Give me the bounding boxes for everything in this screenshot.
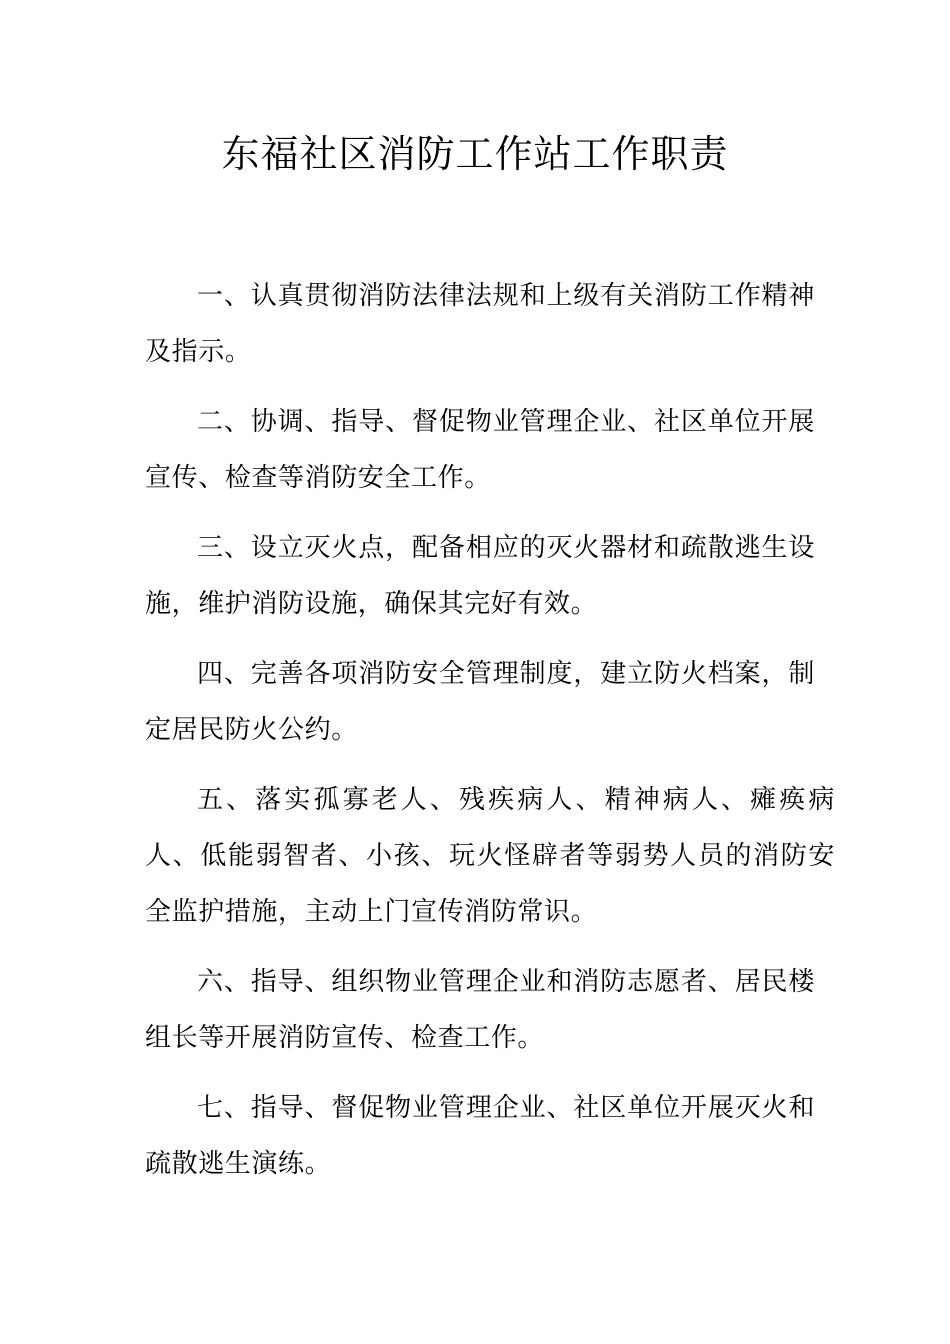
duty-paragraph-7: 七、指导、督促物业管理企业、社区单位开展灭火和疏散逃生演练。 <box>145 1093 815 1179</box>
document-title: 东福社区消防工作站工作职责 <box>221 132 729 176</box>
duty-paragraph-5: 五、落实孤寡老人、残疾病人、精神病人、瘫痪病人、低能弱智者、小孩、玩火怪辟者等弱势人员的消防安全监护措施，主动上门宣传消防常识。 <box>145 785 835 927</box>
duty-paragraph-3: 三、设立灭火点，配备相应的灭火器材和疏散逃生设施，维护消防设施，确保其完好有效。 <box>145 533 815 619</box>
duty-paragraph-6: 六、指导、组织物业管理企业和消防志愿者、居民楼组长等开展消防宣传、检查工作。 <box>145 967 815 1053</box>
document-body <box>145 268 835 1206</box>
duty-paragraph-4: 四、完善各项消防安全管理制度，建立防火档案，制定居民防火公约。 <box>145 659 815 745</box>
duty-paragraph-1: 一、认真贯彻消防法律法规和上级有关消防工作精神及指示。 <box>145 281 815 367</box>
duty-paragraph-2: 二、协调、指导、督促物业管理企业、社区单位开展宣传、检查等消防安全工作。 <box>145 407 815 493</box>
